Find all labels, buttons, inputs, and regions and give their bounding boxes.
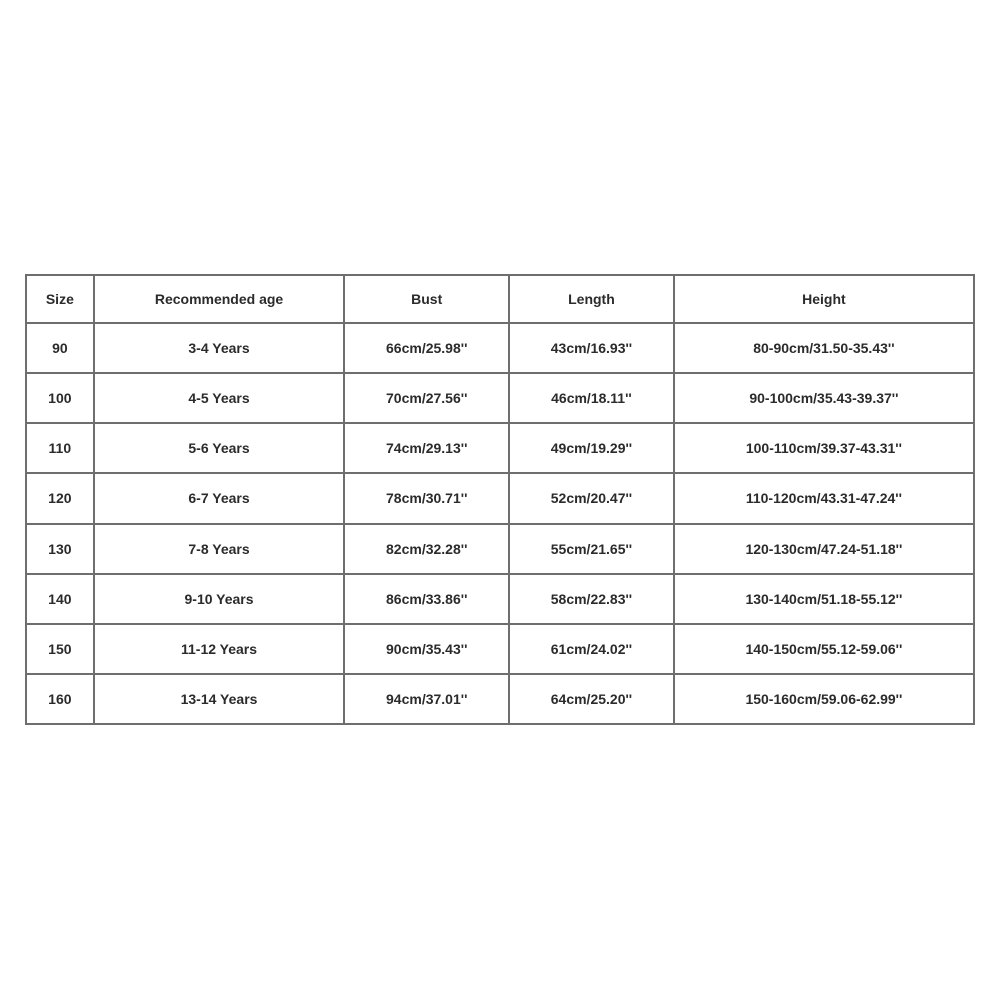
cell-recommended-age: 13-14 Years bbox=[94, 674, 345, 724]
cell-length: 64cm/25.20'' bbox=[509, 674, 674, 724]
header-bust: Bust bbox=[344, 275, 509, 323]
size-chart-body bbox=[26, 323, 974, 724]
table-row bbox=[26, 423, 974, 473]
cell-bust: 86cm/33.86'' bbox=[344, 574, 509, 624]
table-row bbox=[26, 323, 974, 373]
cell-bust: 78cm/30.71'' bbox=[344, 473, 509, 523]
cell-height: 100-110cm/39.37-43.31'' bbox=[674, 423, 974, 473]
cell-length: 49cm/19.29'' bbox=[509, 423, 674, 473]
cell-size: 150 bbox=[26, 624, 94, 674]
header-recommended-age: Recommended age bbox=[94, 275, 345, 323]
size-chart-header bbox=[26, 275, 974, 323]
cell-height: 80-90cm/31.50-35.43'' bbox=[674, 323, 974, 373]
cell-height: 140-150cm/55.12-59.06'' bbox=[674, 624, 974, 674]
cell-length: 61cm/24.02'' bbox=[509, 624, 674, 674]
cell-height: 130-140cm/51.18-55.12'' bbox=[674, 574, 974, 624]
header-length: Length bbox=[509, 275, 674, 323]
cell-bust: 90cm/35.43'' bbox=[344, 624, 509, 674]
cell-recommended-age: 6-7 Years bbox=[94, 473, 345, 523]
cell-length: 46cm/18.11'' bbox=[509, 373, 674, 423]
table-row bbox=[26, 624, 974, 674]
table-row bbox=[26, 574, 974, 624]
cell-bust: 66cm/25.98'' bbox=[344, 323, 509, 373]
cell-size: 160 bbox=[26, 674, 94, 724]
header-size: Size bbox=[26, 275, 94, 323]
cell-recommended-age: 3-4 Years bbox=[94, 323, 345, 373]
cell-recommended-age: 4-5 Years bbox=[94, 373, 345, 423]
cell-recommended-age: 5-6 Years bbox=[94, 423, 345, 473]
size-chart-table bbox=[25, 274, 975, 725]
table-row bbox=[26, 524, 974, 574]
cell-size: 100 bbox=[26, 373, 94, 423]
cell-recommended-age: 11-12 Years bbox=[94, 624, 345, 674]
cell-bust: 82cm/32.28'' bbox=[344, 524, 509, 574]
cell-length: 58cm/22.83'' bbox=[509, 574, 674, 624]
cell-size: 130 bbox=[26, 524, 94, 574]
cell-recommended-age: 7-8 Years bbox=[94, 524, 345, 574]
cell-size: 90 bbox=[26, 323, 94, 373]
cell-height: 90-100cm/35.43-39.37'' bbox=[674, 373, 974, 423]
cell-size: 140 bbox=[26, 574, 94, 624]
cell-length: 43cm/16.93'' bbox=[509, 323, 674, 373]
cell-size: 120 bbox=[26, 473, 94, 523]
table-row bbox=[26, 473, 974, 523]
cell-length: 55cm/21.65'' bbox=[509, 524, 674, 574]
cell-height: 150-160cm/59.06-62.99'' bbox=[674, 674, 974, 724]
header-row bbox=[26, 275, 974, 323]
cell-bust: 74cm/29.13'' bbox=[344, 423, 509, 473]
cell-recommended-age: 9-10 Years bbox=[94, 574, 345, 624]
table-row bbox=[26, 373, 974, 423]
header-height: Height bbox=[674, 275, 974, 323]
cell-height: 120-130cm/47.24-51.18'' bbox=[674, 524, 974, 574]
table-row bbox=[26, 674, 974, 724]
cell-size: 110 bbox=[26, 423, 94, 473]
cell-bust: 94cm/37.01'' bbox=[344, 674, 509, 724]
cell-length: 52cm/20.47'' bbox=[509, 473, 674, 523]
cell-bust: 70cm/27.56'' bbox=[344, 373, 509, 423]
cell-height: 110-120cm/43.31-47.24'' bbox=[674, 473, 974, 523]
